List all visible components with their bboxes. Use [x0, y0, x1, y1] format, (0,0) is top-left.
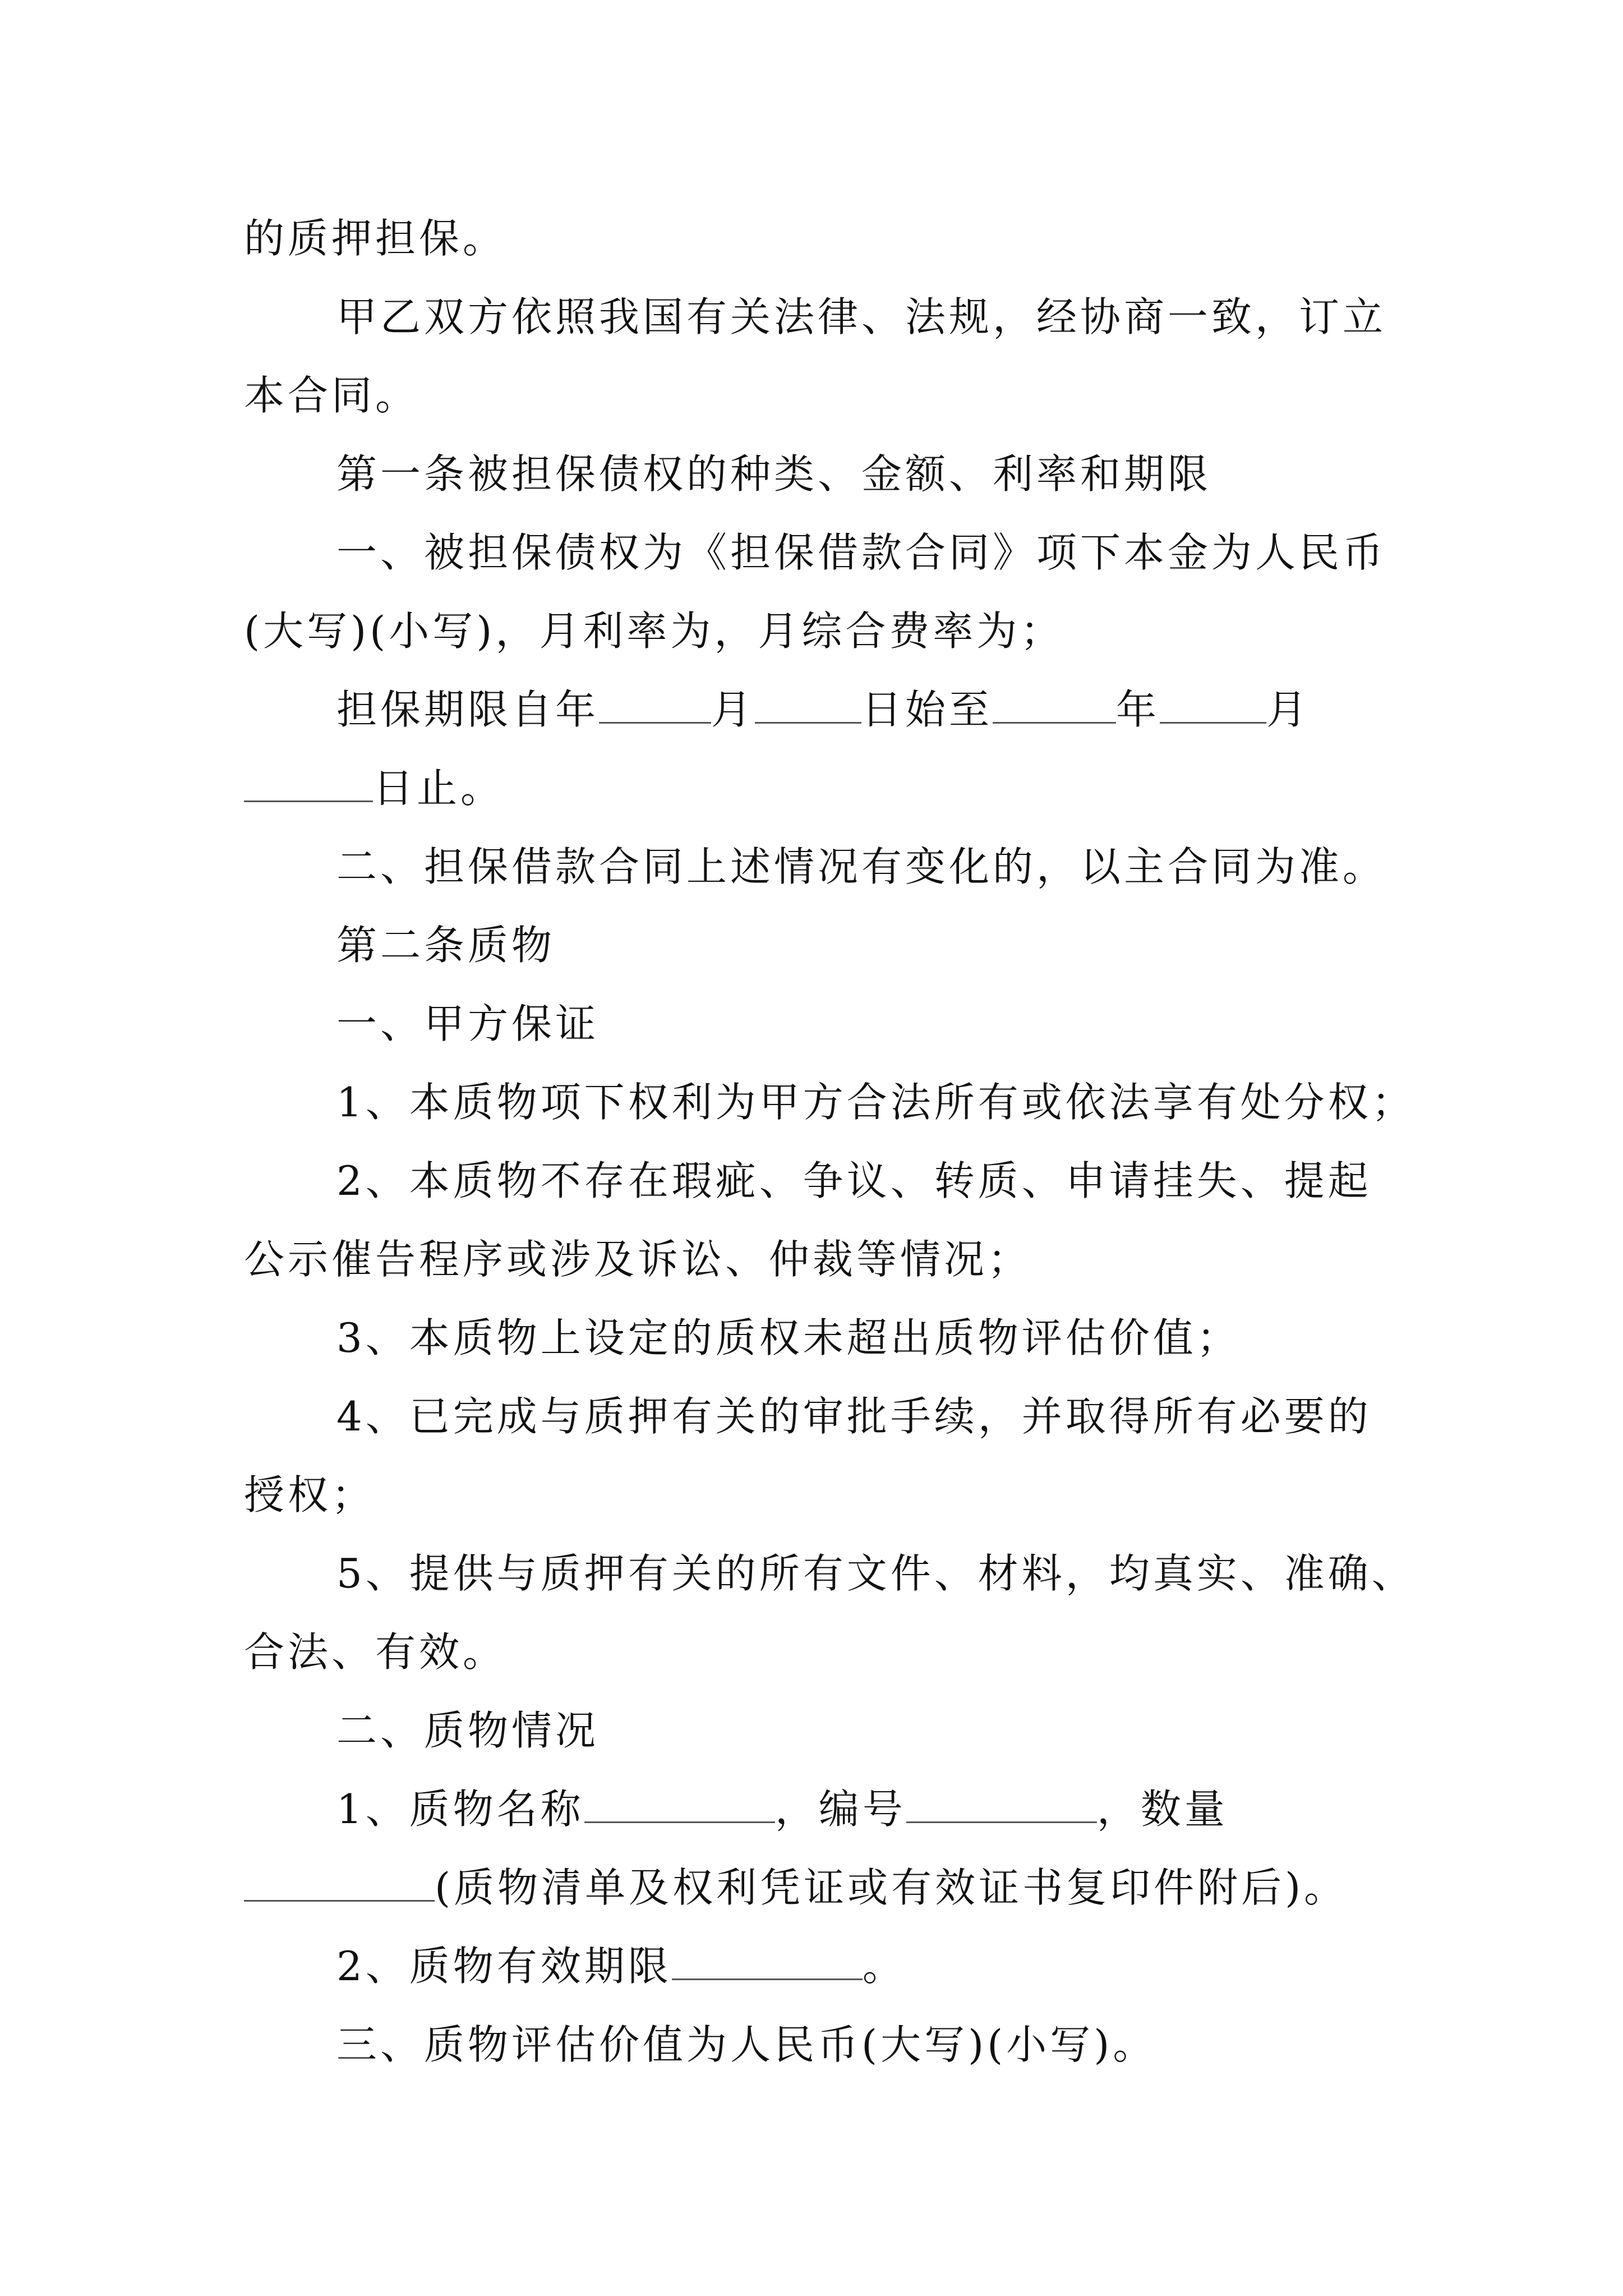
blank-field — [993, 685, 1116, 724]
blank-field — [906, 1784, 1097, 1823]
list-item-continued: 授权； — [244, 1471, 376, 1519]
text-segment: 日始至 — [861, 686, 993, 733]
paragraph-line: (大写)(小写)，月利率为，月综合费率为； — [244, 608, 1064, 655]
paragraph-line: 二、担保借款合同上述情况有变化的，以主合同为准。 — [336, 843, 1387, 890]
blank-field — [1160, 685, 1266, 724]
blank-field — [755, 685, 861, 724]
collateral-info-line — [336, 1781, 1377, 1837]
blank-field — [244, 1863, 435, 1902]
text-segment: 月 — [1266, 686, 1311, 733]
text-segment: ，数量 — [1096, 1786, 1228, 1833]
section-heading: 一、甲方保证 — [336, 1000, 600, 1047]
section-heading: 三、质物评估价值为人民币(大写)(小写)。 — [336, 2021, 1157, 2068]
guarantee-period-line — [336, 682, 1377, 738]
paragraph-line: 本合同。 — [244, 372, 419, 419]
list-item-continued: 合法、有效。 — [244, 1628, 507, 1676]
article-heading: 第一条被担保债权的种类、金额、利率和期限 — [336, 450, 1212, 498]
paragraph-line: 一、被担保债权为《担保借款合同》项下本金为人民币 — [336, 529, 1387, 576]
list-item: 3、本质物上设定的质权未超出质物评估价值； — [336, 1314, 1241, 1361]
blank-field — [244, 763, 373, 802]
blank-field — [584, 1784, 775, 1823]
text-segment: 年 — [1116, 686, 1160, 733]
list-item-continued: 公示催告程序或涉及诉讼、仲裁等情况； — [244, 1236, 1032, 1283]
blank-field — [599, 685, 711, 724]
list-item: 4、已完成与质押有关的审批手续，并取得所有必要的 — [336, 1393, 1372, 1440]
text-segment: ，编号 — [774, 1786, 906, 1833]
text-segment: 担保期限自年 — [336, 686, 600, 733]
list-item — [336, 1938, 1377, 1994]
section-heading: 二、质物情况 — [336, 1707, 600, 1754]
paragraph-line: 的质押担保。 — [244, 215, 507, 262]
list-item: 2、本质物不存在瑕疵、争议、转质、申请挂失、提起 — [336, 1157, 1372, 1204]
list-item: 5、提供与质押有关的所有文件、材料，均真实、准确、 — [336, 1550, 1415, 1597]
text-segment: 月 — [711, 686, 755, 733]
collateral-info-line-end — [244, 1860, 1377, 1916]
text-segment: 1、质物名称 — [336, 1786, 584, 1833]
list-item: 1、本质物项下权利为甲方合法所有或依法享有处分权； — [336, 1079, 1415, 1126]
paragraph-line: 甲乙双方依照我国有关法律、法规，经协商一致，订立 — [336, 293, 1387, 341]
text-segment: (质物清单及权利凭证或有效证书复印件附后)。 — [435, 1864, 1348, 1911]
text-segment: 日止。 — [373, 765, 505, 812]
text-segment: 2、质物有效期限 — [336, 1943, 672, 1990]
blank-field — [672, 1941, 863, 1980]
guarantee-period-line-end — [244, 760, 1377, 816]
text-segment: 。 — [862, 1943, 906, 1990]
article-heading: 第二条质物 — [336, 922, 556, 969]
